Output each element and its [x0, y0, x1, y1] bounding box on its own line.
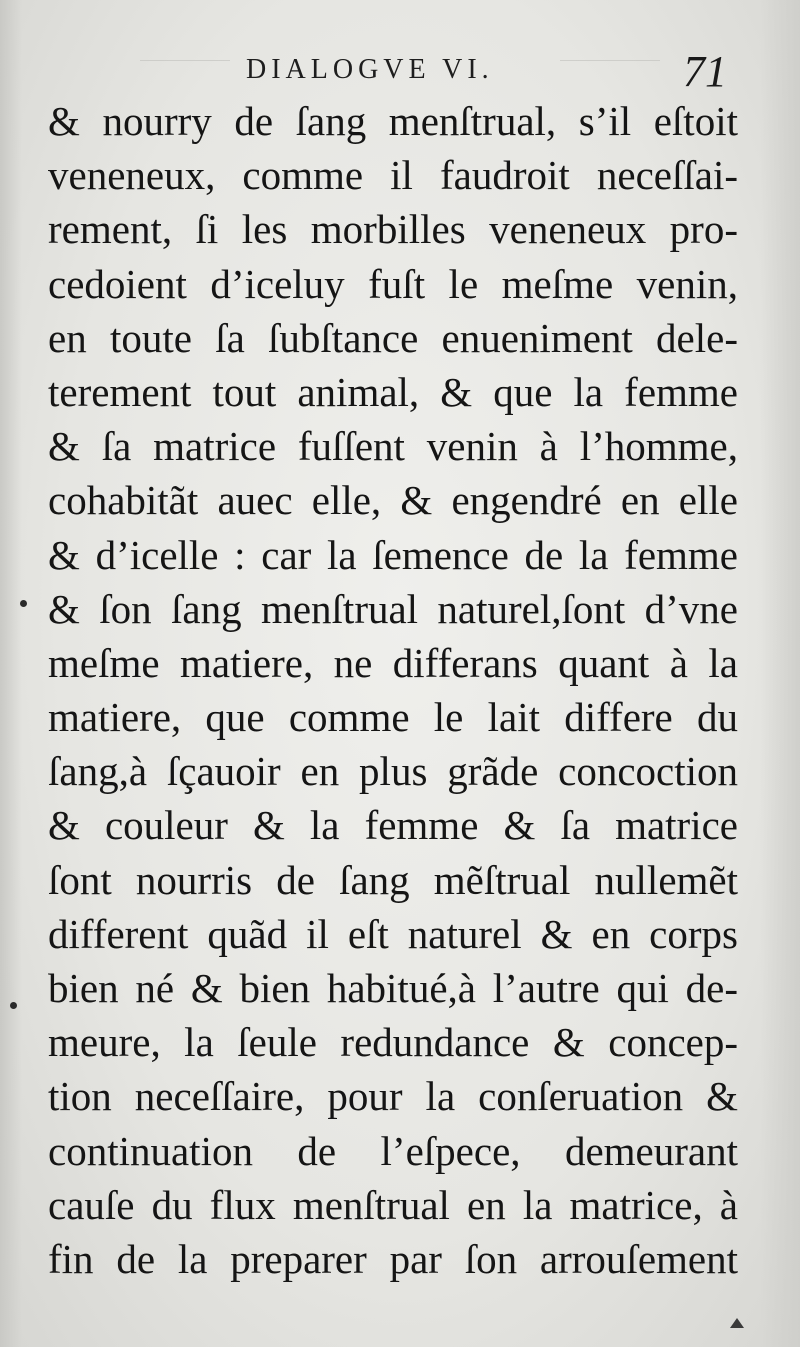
running-head: DIALOGVE VI.: [246, 54, 494, 85]
text-line: ſang,à ſçauoir en plus grãde concoction: [48, 748, 738, 795]
text-line: & ſa matrice fuſſent venin à l’homme,: [48, 423, 738, 470]
text-line: meure, la ſeule redundance & concep-: [48, 1019, 738, 1066]
page-number: 71: [683, 47, 727, 96]
text-line: matiere, que comme le lait differe du: [48, 694, 738, 741]
text-line: different quãd il eſt naturel & en corps: [48, 910, 738, 957]
text-line: veneneux, comme il faudroit neceſſai-: [48, 152, 738, 199]
margin-ink-dot: [20, 600, 27, 607]
text-line: meſme matiere, ne differans quant à la: [48, 639, 738, 686]
page-right-shadow: [760, 0, 800, 1347]
page-left-shadow: [0, 0, 22, 1347]
text-line: en toute ſa ſubſtance enueniment dele-: [48, 314, 738, 361]
text-line: bien né & bien habitué,à l’autre qui de-: [48, 965, 738, 1011]
text-line: fin de la preparer par ſon arrouſement: [48, 1235, 738, 1282]
text-line: cedoient d’iceluy fuſt le meſme venin,: [48, 260, 738, 307]
body-text: [48, 94, 738, 1286]
page-corner-mark: [730, 1318, 744, 1328]
margin-ink-dot: [10, 1002, 17, 1009]
text-line: & d’icelle : car la ſemence de la femme: [48, 531, 738, 578]
text-line: rement, ſi les morbilles veneneux pro-: [48, 206, 738, 253]
text-line: cauſe du flux menſtrual en la matrice, à: [48, 1181, 738, 1228]
text-line: ſont nourris de ſang mẽſtrual nullemẽt: [48, 856, 738, 903]
text-line: tion neceſſaire, pour la conſeruation &: [48, 1073, 738, 1120]
text-line: & couleur & la femme & ſa matrice: [48, 802, 738, 849]
text-line: terement tout animal, & que la femme: [48, 368, 738, 415]
text-line: continuation de l’eſpece, demeurant: [48, 1127, 738, 1174]
text-line: cohabitãt auec elle, & engendré en elle: [48, 477, 738, 524]
text-line: & ſon ſang menſtrual naturel,ſont d’vne: [48, 585, 738, 632]
page-header: [0, 46, 800, 96]
text-line: & nourry de ſang menſtrual, s’il eſtoit: [48, 98, 738, 144]
